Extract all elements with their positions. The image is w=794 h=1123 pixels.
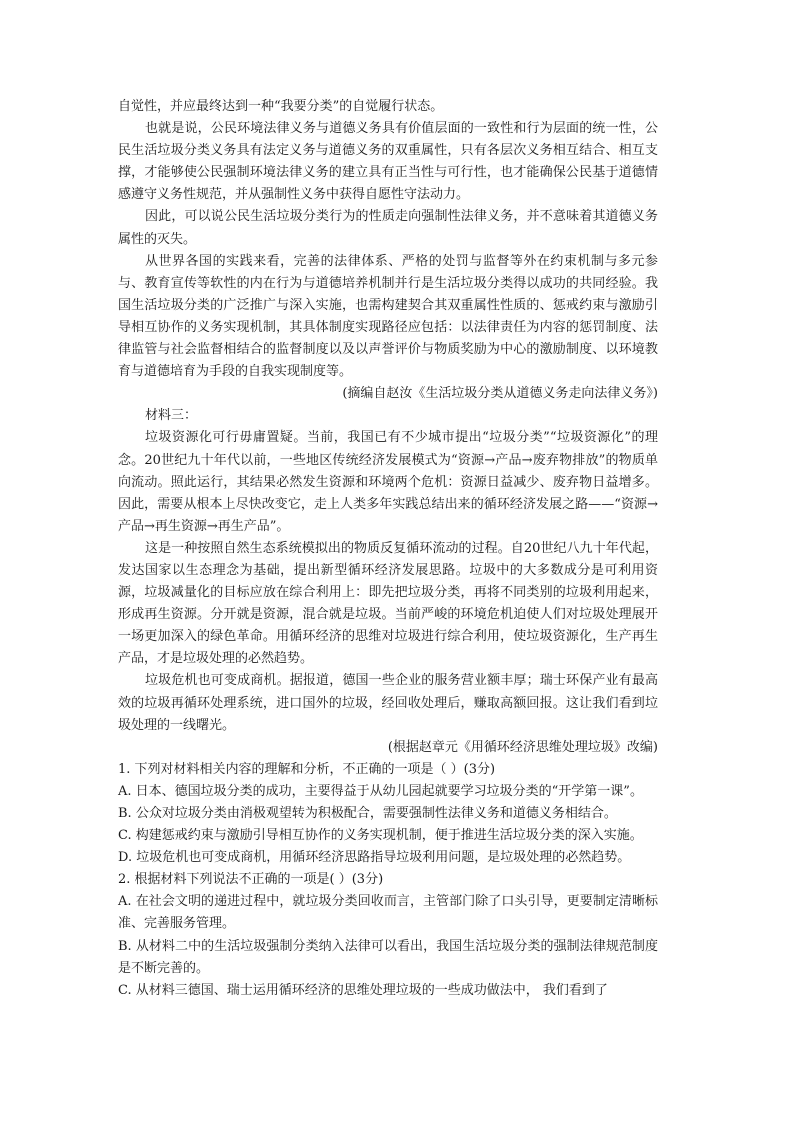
question-2-option-b: B. 从材料二中的生活垃圾强制分类纳入法律可以看出，我国生活垃圾分类的强制法律规范制度是不断完善的。 [118,938,658,976]
paragraph-m2-2: 因此，可以说公民生活垃圾分类行为的性质走向强制性法律义务，并不意味着其道德义务属性的灭失。 [118,209,658,247]
source-citation-m3: (根据赵章元《用循环经济思维处理垃圾》改编) [387,739,658,755]
question-1-option-c: C. 构建惩戒约束与激励引导相互协作的义务实现机制，便于推进生活垃圾分类的深入实施。 [118,828,643,844]
question-1-stem: 1. 下列对材料相关内容的理解和分析，不正确的一项是（ ）(3分) [118,761,496,777]
paragraph-m3-3: 垃圾危机也可变成商机。据报道，德国一些企业的服务营业额丰厚；瑞士环保产业有最高效的垃圾再循环处理系统，进口国外的垃圾，经回收处理后，赚取高额回报。这让我们看到垃圾处理的一线曙光。 [118,673,658,733]
paragraph-m2-tail: 自觉性，并应最终达到一种“我要分类”的自觉履行状态。 [118,99,444,114]
question-2-stem: 2. 根据材料下列说法不正确的一项是( ）(3分) [118,872,384,888]
question-1-option-b: B. 公众对垃圾分类由消极观望转为积极配合，需要强制性法律义务和道德义务相结合。 [118,806,617,821]
question-2-option-c: C. 从材料三德国、瑞士运用循环经济的思维处理垃圾的一些成功做法中， 我们看到了 [118,982,608,998]
paragraph-m3-2: 这是一种按照自然生态系统模拟出的物质反复循环流动的过程。自20世纪八九十年代起，发达国家以生态理念为基础，提出新型循环经济发展思路。垃圾中的大多数成分是可利用资源，垃圾减量化的目标应放在综合利用上：即先把垃圾分类，再将不同类别的垃圾利用起来，形成再生资源。分开就是资源，混合就是垃圾。当前严峻的环境危机迫使人们对垃圾处理展开一场更加深入的绿色革命。用循环经济的思维对垃圾进行综合利用，使垃圾资源化，生产再生产品，才是垃圾处理的必然趋势。 [118,540,658,667]
paragraph-m2-3: 从世界各国的实践来看，完善的法律体系、严格的处罚与监督等外在约束机制与多元参与、教育宣传等软性的内在行为与道德培养机制并行是生活垃圾分类得以成功的共同经验。我国生活垃圾分类的广泛推广与深入实施，也需构建契合其双重属性性质的、惩戒约束与激励引导相互协作的义务实现机制，其具体制度实现路径应包括：以法律责任为内容的惩罚制度、法律监管与社会监督相结合的监督制度以及以声誉评价与物质奖励为中心的激励制度、以环境教育与道德培育为手段的自我实现制度等。 [118,253,658,380]
material-three-heading: 材料三： [145,408,198,424]
paragraph-m2-1: 也就是说，公民环境法律义务与道德义务具有价值层面的一致性和行为层面的统一性，公民生活垃圾分类义务具有法定义务与道德义务的双重属性，只有各层次义务相互结合、相互支撑，才能够使公民强制环境法律义务的建立具有正当性与可行性，也才能确保公民基于道德情感遵守义务性规范，并从强制性义务中获得自愿性守法动力。 [118,121,658,203]
question-1-option-d: D. 垃圾危机也可变成商机，用循环经济思路指导垃圾利用问题，是垃圾处理的必然趋势。 [118,850,631,866]
question-1-option-a: A. 日本、德国垃圾分类的成功，主要得益于从幼儿园起就要学习垃圾分类的“开学第一课”。 [118,783,643,799]
question-2-option-a: A. 在社会文明的递进过程中，就垃圾分类回收而言，主管部门除了口头引导，更要制定清晰标准、完善服务管理。 [118,894,658,932]
document-page [118,96,658,1002]
source-citation-m2: (摘编自赵汝《生活垃圾分类从道德义务走向法律义务》) [342,386,658,402]
paragraph-m3-1: 垃圾资源化可行毋庸置疑。当前，我国已有不少城市提出“垃圾分类”“垃圾资源化”的理念。20世纪九十年代以前，一些地区传统经济发展模式为“资源→产品→废弃物排放”的物质单向流动。照此运行，其结果必然发生资源和环境两个危机：资源日益减少、废弃物日益增多。因此，需要从根本上尽快改变它，走上人类多年实践总结出来的循环经济发展之路——“资源→产品→再生资源→再生产品”。 [118,430,658,534]
